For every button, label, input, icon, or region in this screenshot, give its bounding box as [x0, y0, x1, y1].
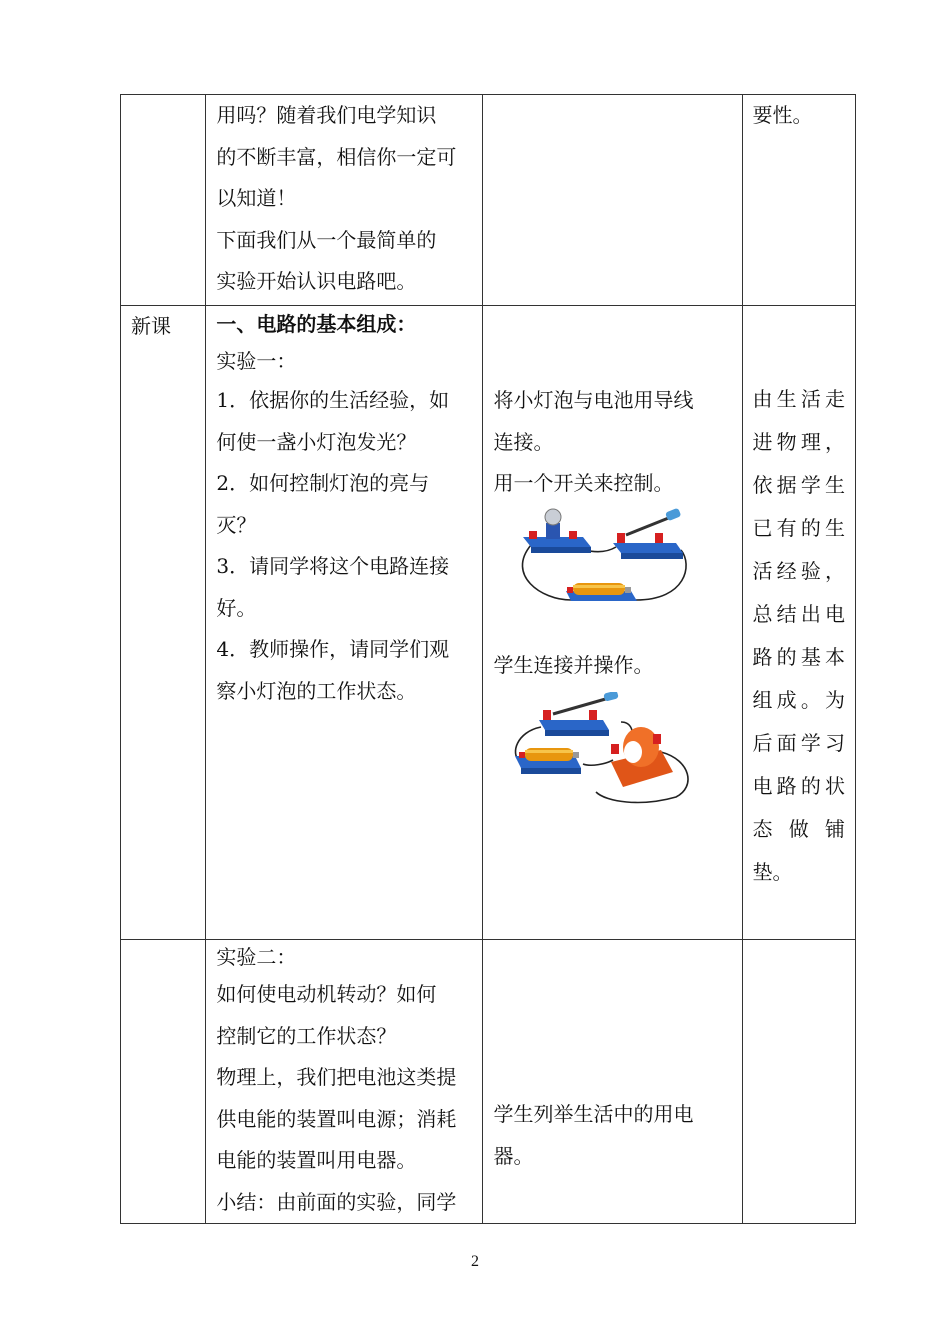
- text-line: 由生活走: [752, 387, 845, 411]
- text-line: 察小灯泡的工作状态。: [216, 678, 417, 703]
- text-line: 小结：由前面的实验，同学: [216, 1189, 457, 1214]
- text-line: 3．请同学将这个电路连接: [216, 554, 450, 578]
- text-line: 控制它的工作状态？: [216, 1023, 397, 1048]
- text-line: 以知道！: [216, 186, 297, 210]
- text-line: 学生连接并操作。: [493, 652, 654, 677]
- design-intent-cell: [742, 95, 855, 306]
- text-line: 态 做 铺: [752, 817, 845, 841]
- stage-label: 新课: [131, 314, 171, 338]
- stage-cell: [121, 306, 206, 940]
- text-line: 已有的生: [752, 516, 845, 540]
- text-line: 的不断丰富，相信你一定可: [216, 144, 457, 169]
- text-line: 4．教师操作，请同学们观: [216, 637, 450, 661]
- text-line: 活经验，: [752, 559, 845, 583]
- design-intent-cell: [742, 306, 855, 940]
- text-line: 电能的装置叫用电器。: [216, 1148, 417, 1172]
- table-row: [121, 306, 856, 940]
- text-line: 器。: [493, 1143, 534, 1168]
- student-activity-cell: [483, 940, 742, 1224]
- page-number: 2: [471, 1253, 479, 1270]
- teacher-activity-cell: [206, 95, 483, 306]
- teacher-activity-cell: [206, 940, 483, 1224]
- text-line: 供电能的装置叫电源；消耗: [216, 1106, 457, 1131]
- table-row: [121, 95, 856, 306]
- text-line: 连接。: [493, 429, 554, 454]
- text-line: 路的基本: [752, 645, 845, 669]
- text-line: 学生列举生活中的用电: [493, 1102, 694, 1126]
- stage-cell: [121, 95, 206, 306]
- text-line: 要性。: [752, 103, 813, 127]
- table-row: [121, 940, 856, 1224]
- section-heading: 一、电路的基本组成：: [216, 312, 417, 336]
- text-line: 物理上，我们把电池这类提: [216, 1065, 457, 1089]
- text-line: 用一个开关来控制。: [493, 471, 674, 495]
- text-line: 垫。: [752, 860, 793, 884]
- text-line: 实验一：: [216, 349, 297, 373]
- text-line: 将小灯泡与电池用导线: [493, 388, 694, 412]
- text-line: 1．依据你的生活经验，如: [216, 388, 450, 412]
- teacher-activity-cell: [206, 306, 483, 940]
- text-line: 如何使电动机转动？如何: [216, 982, 437, 1006]
- text-line: 实验二：: [216, 945, 297, 969]
- text-line: 进物理，: [752, 430, 845, 454]
- text-line: 总结出电: [752, 602, 845, 626]
- text-line: 下面我们从一个最简单的: [216, 227, 437, 252]
- student-activity-cell: [483, 306, 742, 940]
- text-line: 好。: [216, 595, 257, 620]
- text-line: 电路的状: [752, 774, 845, 798]
- lesson-plan-table: [120, 94, 856, 1224]
- circuit-motor-switch-illustration: [511, 692, 696, 807]
- student-activity-cell: [483, 95, 742, 306]
- text-line: 何使一盏小灯泡发光？: [216, 429, 417, 454]
- text-line: 依据学生: [752, 473, 845, 497]
- design-intent-cell: [742, 940, 855, 1224]
- circuit-bulb-switch-illustration: [511, 505, 691, 615]
- text-line: 实验开始认识电路吧。: [216, 269, 417, 293]
- text-line: 用吗？随着我们电学知识: [216, 103, 437, 127]
- text-line: 灭？: [216, 512, 257, 537]
- stage-cell: [121, 940, 206, 1224]
- text-line: 后面学习: [752, 731, 845, 755]
- text-line: 组成。为: [752, 688, 845, 712]
- text-line: 2．如何控制灯泡的亮与: [216, 471, 430, 495]
